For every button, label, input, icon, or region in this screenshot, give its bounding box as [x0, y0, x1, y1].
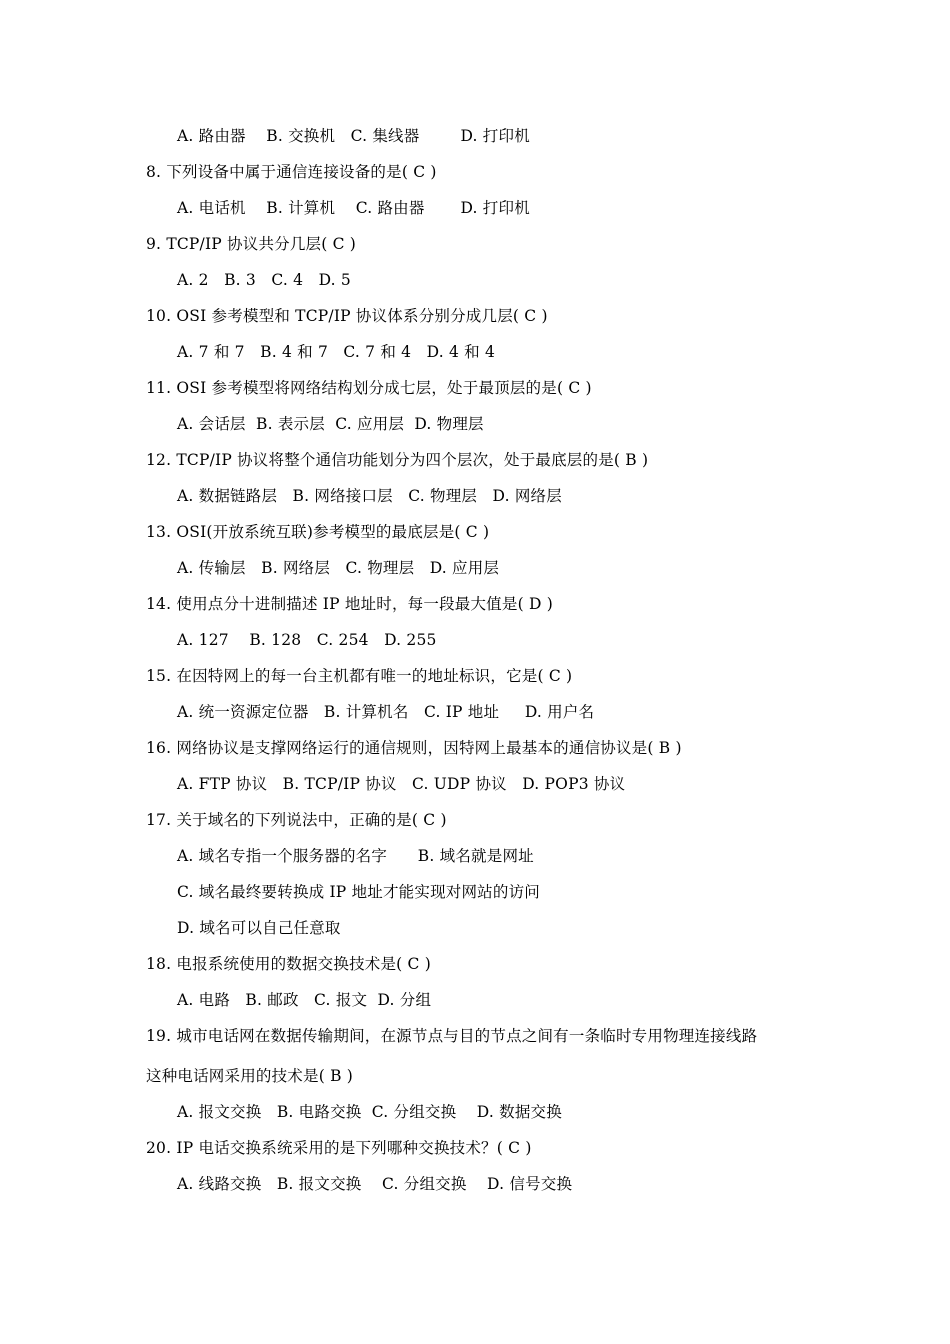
- question-line: 20. IP 电话交换系统采用的是下列哪种交换技术？( C ): [146, 1139, 532, 1157]
- question-line: 10. OSI 参考模型和 TCP/IP 协议体系分别分成几层( C ): [146, 307, 548, 325]
- options-line: A. 数据链路层 B. 网络接口层 C. 物理层 D. 网络层: [177, 487, 562, 505]
- options-line: A. FTP 协议 B. TCP/IP 协议 C. UDP 协议 D. POP3 协议: [177, 775, 626, 793]
- options-line: A. 会话层 B. 表示层 C. 应用层 D. 物理层: [177, 415, 484, 433]
- options-line: D. 域名可以自己任意取: [177, 919, 341, 937]
- options-line: A. 电话机 B. 计算机 C. 路由器 D. 打印机: [177, 199, 530, 217]
- options-line: A. 报文交换 B. 电路交换 C. 分组交换 D. 数据交换: [177, 1103, 562, 1121]
- options-line: A. 传输层 B. 网络层 C. 物理层 D. 应用层: [177, 559, 500, 577]
- options-line: A. 7 和 7 B. 4 和 7 C. 7 和 4 D. 4 和 4: [177, 343, 496, 361]
- options-line: A. 127 B. 128 C. 254 D. 255: [177, 631, 437, 649]
- question-line: 17. 关于域名的下列说法中，正确的是( C ): [146, 811, 447, 829]
- question-line: 15. 在因特网上的每一台主机都有唯一的地址标识，它是( C ): [146, 667, 573, 685]
- options-line: A. 路由器 B. 交换机 C. 集线器 D. 打印机: [177, 127, 530, 145]
- question-line: 11. OSI 参考模型将网络结构划分成七层，处于最顶层的是( C ): [146, 379, 592, 397]
- question-line: 9. TCP/IP 协议共分几层( C ): [146, 235, 357, 253]
- question-line: 13. OSI(开放系统互联)参考模型的最底层是( C ): [146, 523, 490, 541]
- question-line: 16. 网络协议是支撑网络运行的通信规则，因特网上最基本的通信协议是( B ): [146, 739, 682, 757]
- question-line: 19. 城市电话网在数据传输期间，在源节点与目的节点之间有一条临时专用物理连接线路: [146, 1027, 758, 1045]
- options-line: C. 域名最终要转换成 IP 地址才能实现对网站的访问: [177, 883, 540, 901]
- question-line: 18. 电报系统使用的数据交换技术是( C ): [146, 955, 431, 973]
- options-line: A. 电路 B. 邮政 C. 报文 D. 分组: [177, 991, 432, 1009]
- question-line: 8. 下列设备中属于通信连接设备的是( C ): [146, 163, 437, 181]
- options-line: A. 线路交换 B. 报文交换 C. 分组交换 D. 信号交换: [177, 1175, 573, 1193]
- options-line: A. 2 B. 3 C. 4 D. 5: [177, 271, 351, 289]
- question-continuation: 这种电话网采用的技术是( B ): [146, 1067, 354, 1085]
- options-line: A. 域名专指一个服务器的名字 B. 域名就是网址: [177, 847, 534, 865]
- question-line: 12. TCP/IP 协议将整个通信功能划分为四个层次，处于最底层的是( B ): [146, 451, 649, 469]
- options-line: A. 统一资源定位器 B. 计算机名 C. IP 地址 D. 用户名: [177, 703, 595, 721]
- question-line: 14. 使用点分十进制描述 IP 地址时，每一段最大值是( D ): [146, 595, 553, 613]
